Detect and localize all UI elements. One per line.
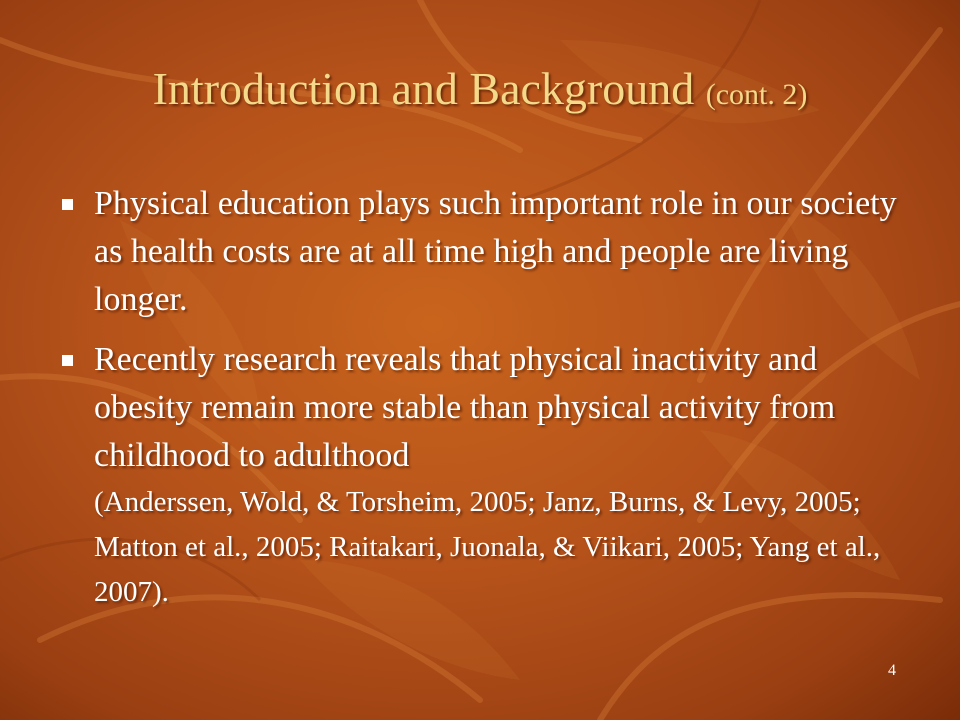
slide-title-suffix: (cont. 2) [705,78,808,111]
square-bullet-icon [62,199,73,210]
bullet-list [60,180,920,615]
slide-title-main: Introduction and Background [152,63,695,114]
bullet-text: Recently research reveals that physical inactivity and obesity remain more stable than physical activity from childhood to adulthood [94,341,836,474]
bullet-text: Physical education plays such important role in our society as health costs are at all time high and people are living longer. [94,185,897,318]
slide-title [0,64,960,115]
bullet-citation: (Anderssen, Wold, & Torsheim, 2005; Janz, Burns, & Levy, 2005; Matton et al., 2005; Raitakari, Juonala, & Viikari, 2005; Yang et al., 2007). [94,486,881,608]
bullet-item [60,180,920,324]
square-bullet-icon [62,355,73,366]
bullet-item [60,336,920,615]
page-number: 4 [888,662,896,679]
